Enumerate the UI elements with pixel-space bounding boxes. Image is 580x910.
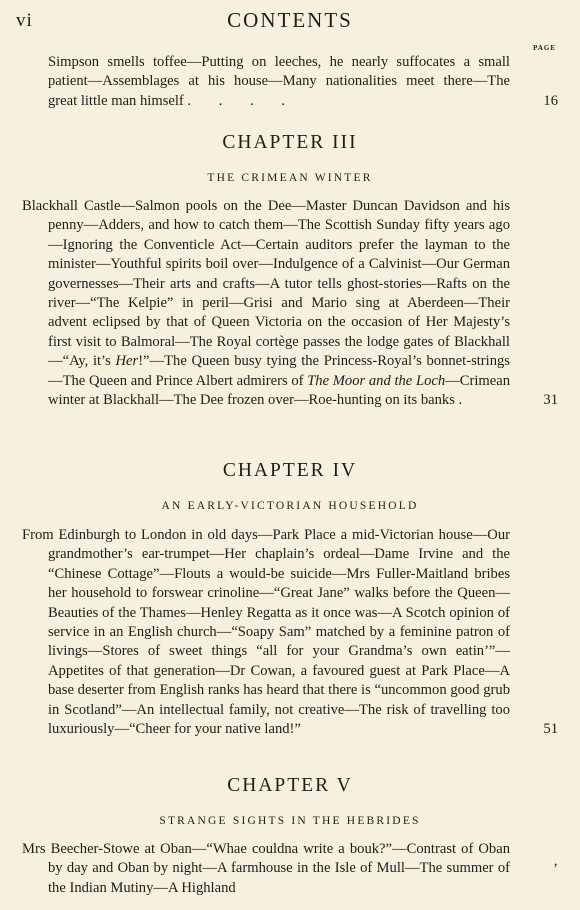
page-number: 51: [543, 721, 558, 738]
chapter-title: THE CRIMEAN WINTER: [207, 172, 373, 184]
page-column-label: PAGE: [533, 44, 556, 52]
summary-text: Mrs Beecher-Stowe at Oban—“Whae couldna write a bouk?”—Contrast of Oban by day and Oban by night—A farmhouse in the Isle of Mull—The summer of the Indian Mutiny—A Highland: [22, 841, 510, 896]
page-number: ’: [553, 860, 558, 877]
chapter-summary-continued: [48, 53, 558, 111]
running-head: [16, 8, 564, 34]
chapter-heading: CHAPTER V: [227, 775, 353, 796]
dot-leaders: .: [458, 392, 475, 409]
summary-text: Blackhall Castle—Salmon pools on the Dee—Master Duncan Davidson and his penny—Adders, and how to catch them—The Scottish Sunday fifty years ago—Ignoring the Conventicle Act—Certain auditors prefer the layman to the minister—Youthful spirits boil over—Indulgence of a Calvinist—Our German governesses—Their arts and crafts—A tutor tells ghost-stories—Rafts on the river—“The Kelpie” in peril—Grisi and Mario sing at Aberdeen—Their advent eclipsed by that of Queen Victoria on the occasion of Her Majesty’s first visit to Balmoral—The Royal cortège passes the lodge gates of Blackhall—“Ay, it’s Her!”—The Queen busy tying the Princess-Royal’s bonnet-strings—The Queen and Prince Albert admirers of The Moor and the Loch—Crimean winter at Blackhall—The Dee frozen over—Roe-hunting on its banks: [22, 198, 510, 409]
chapter-summary: [22, 526, 558, 739]
chapter-title: AN EARLY-VICTORIAN HOUSEHOLD: [161, 500, 419, 512]
summary-text: Simpson smells toffee—Putting on leeches, he nearly suffocates a small patient—Assemblages at his house—Many nationalities meet there—The great little man himself: [48, 54, 510, 109]
summary-text: From Edinburgh to London in old days—Park Place a mid-Victorian house—Our grandmother’s ear-trumpet—Her chaplain’s ordeal—Dame Irvine and the “Chinese Cottage”—Flouts a would-be suicide—Mrs Fuller-Maitland bribes her household to forswear crinoline—“Great Jane” walks before the Queen—Beauties of the Thames—Henley Regatta as it once was—A Scotch opinion of service in an English church—“Soapy Sam” matched by a feminine patron of livings—Stores of sweet things “all for your Grandma’s own eatin’”—Appetites of that generation—Dr Cowan, a favoured guest at Park Place—A base deserter from English ranks has heard that there is “uncommon good grub in Scotland”—An intellectual family, not creative—The risk of travelling too luxuriously—“Cheer for your native land!”: [22, 527, 510, 738]
chapter-summary: [22, 840, 558, 898]
dot-leaders: . . . .: [187, 92, 297, 109]
page-title: CONTENTS: [227, 8, 353, 32]
chapter-summary: [22, 197, 558, 410]
page-number: 16: [543, 92, 558, 109]
chapter-heading: CHAPTER III: [222, 132, 358, 153]
chapter-title: STRANGE SIGHTS IN THE HEBRIDES: [159, 815, 421, 827]
chapter-heading: CHAPTER IV: [222, 460, 358, 481]
page-number: 31: [543, 392, 558, 409]
page-folio: vi: [16, 10, 33, 31]
